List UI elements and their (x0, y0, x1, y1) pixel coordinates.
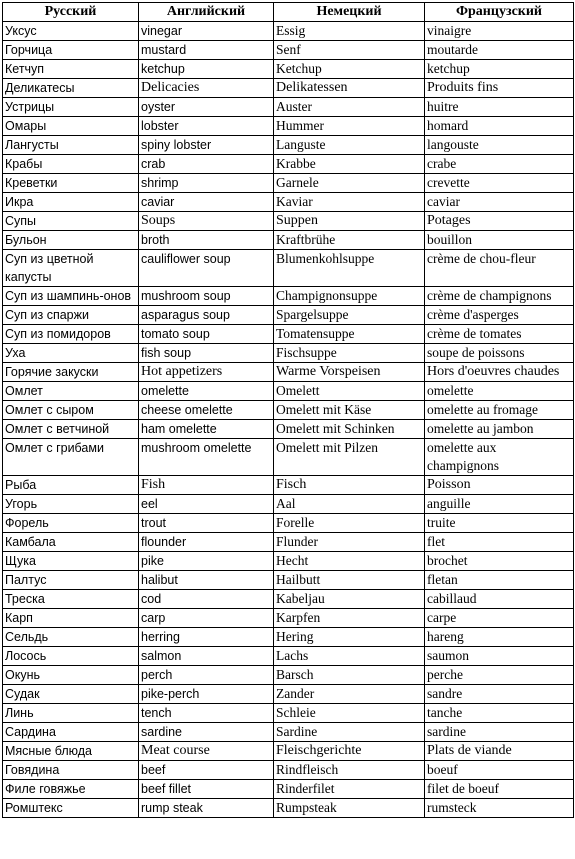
cell-german: Fisch (274, 476, 425, 495)
cell-french: boeuf (425, 761, 574, 780)
cell-english: omelette (139, 382, 274, 401)
cell-russian: Лосось (3, 647, 139, 666)
cell-french: vinaigre (425, 22, 574, 41)
cell-french: crabe (425, 155, 574, 174)
cell-english: mushroom omelette (139, 439, 274, 476)
cell-english: caviar (139, 193, 274, 212)
cell-german: Rindfleisch (274, 761, 425, 780)
table-row (3, 136, 574, 155)
cell-french: perche (425, 666, 574, 685)
cell-german: Omelett mit Käse (274, 401, 425, 420)
cell-german: Schleie (274, 704, 425, 723)
cell-german: Fleischgerichte (274, 742, 425, 761)
cell-german: Ketchup (274, 60, 425, 79)
cell-french: omelette au jambon (425, 420, 574, 439)
cell-french: huitre (425, 98, 574, 117)
cell-french: homard (425, 117, 574, 136)
cell-russian: Омлет с ветчиной (3, 420, 139, 439)
table-row (3, 325, 574, 344)
cell-english: spiny lobster (139, 136, 274, 155)
cell-english: sardine (139, 723, 274, 742)
table-row (3, 761, 574, 780)
table-row (3, 533, 574, 552)
cell-french: langouste (425, 136, 574, 155)
table-row (3, 780, 574, 799)
cell-russian: Уха (3, 344, 139, 363)
cell-russian: Горячие закуски (3, 363, 139, 382)
cell-russian: Линь (3, 704, 139, 723)
cell-french: anguille (425, 495, 574, 514)
cell-french: crème de chou-fleur (425, 250, 574, 287)
table-row (3, 98, 574, 117)
cell-english: tench (139, 704, 274, 723)
cell-english: ketchup (139, 60, 274, 79)
cell-english: pike (139, 552, 274, 571)
cell-french: hareng (425, 628, 574, 647)
cell-russian: Сардина (3, 723, 139, 742)
table-row (3, 306, 574, 325)
cell-german: Zander (274, 685, 425, 704)
cell-russian: Форель (3, 514, 139, 533)
table-row (3, 666, 574, 685)
cell-german: Flunder (274, 533, 425, 552)
cell-french: soupe de poissons (425, 344, 574, 363)
table-row (3, 685, 574, 704)
table-row (3, 647, 574, 666)
cell-english: trout (139, 514, 274, 533)
table-row (3, 401, 574, 420)
cell-german: Tomatensuppe (274, 325, 425, 344)
cell-russian: Окунь (3, 666, 139, 685)
cell-russian: Суп из шампинь-онов (3, 287, 139, 306)
cell-german: Hering (274, 628, 425, 647)
cell-french: moutarde (425, 41, 574, 60)
cell-english: fish soup (139, 344, 274, 363)
cell-german: Champignonsuppe (274, 287, 425, 306)
table-row (3, 22, 574, 41)
cell-russian: Супы (3, 212, 139, 231)
cell-french: crème d'asperges (425, 306, 574, 325)
cell-russian: Треска (3, 590, 139, 609)
cell-french: Potages (425, 212, 574, 231)
cell-english: carp (139, 609, 274, 628)
cell-german: Karpfen (274, 609, 425, 628)
cell-german: Omelett mit Pilzen (274, 439, 425, 476)
cell-russian: Говядина (3, 761, 139, 780)
cell-german: Blumenkohlsuppe (274, 250, 425, 287)
cell-russian: Крабы (3, 155, 139, 174)
table-body (3, 22, 574, 818)
cell-french: bouillon (425, 231, 574, 250)
cell-german: Languste (274, 136, 425, 155)
table-row (3, 628, 574, 647)
cell-english: herring (139, 628, 274, 647)
cell-english: salmon (139, 647, 274, 666)
cell-english: cheese omelette (139, 401, 274, 420)
table-row (3, 193, 574, 212)
header-french: Французский (425, 3, 574, 22)
cell-russian: Филе говяжье (3, 780, 139, 799)
cell-russian: Палтус (3, 571, 139, 590)
cell-russian: Мясные блюда (3, 742, 139, 761)
cell-french: fletan (425, 571, 574, 590)
cell-german: Omelett (274, 382, 425, 401)
cell-french: rumsteck (425, 799, 574, 818)
cell-german: Lachs (274, 647, 425, 666)
table-row (3, 552, 574, 571)
cell-russian: Щука (3, 552, 139, 571)
cell-english: Fish (139, 476, 274, 495)
cell-french: crème de tomates (425, 325, 574, 344)
table-row (3, 41, 574, 60)
table-row (3, 704, 574, 723)
cell-german: Warme Vorspeisen (274, 363, 425, 382)
cell-german: Spargelsuppe (274, 306, 425, 325)
cell-russian: Устрицы (3, 98, 139, 117)
cell-english: rump steak (139, 799, 274, 818)
cell-russian: Омары (3, 117, 139, 136)
cell-german: Fischsuppe (274, 344, 425, 363)
table-row (3, 155, 574, 174)
cell-english: cauliflower soup (139, 250, 274, 287)
cell-german: Sardine (274, 723, 425, 742)
table-row (3, 382, 574, 401)
cell-french: filet de boeuf (425, 780, 574, 799)
cell-russian: Икра (3, 193, 139, 212)
cell-english: mustard (139, 41, 274, 60)
cell-french: Poisson (425, 476, 574, 495)
cell-french: omelette au fromage (425, 401, 574, 420)
cell-french: Hors d'oeuvres chaudes (425, 363, 574, 382)
cell-english: Meat course (139, 742, 274, 761)
cell-french: Produits fins (425, 79, 574, 98)
cell-english: crab (139, 155, 274, 174)
cell-russian: Бульон (3, 231, 139, 250)
table-row (3, 609, 574, 628)
cell-french: ketchup (425, 60, 574, 79)
cell-russian: Кетчуп (3, 60, 139, 79)
cell-french: carpe (425, 609, 574, 628)
header-german: Немецкий (274, 3, 425, 22)
table-row (3, 60, 574, 79)
cell-english: pike-perch (139, 685, 274, 704)
section-row (3, 363, 574, 382)
cell-french: brochet (425, 552, 574, 571)
cell-german: Hummer (274, 117, 425, 136)
cell-russian: Суп из помидоров (3, 325, 139, 344)
cell-english: beef (139, 761, 274, 780)
header-russian: Русский (3, 3, 139, 22)
cell-german: Delikatessen (274, 79, 425, 98)
cell-german: Kraftbrühe (274, 231, 425, 250)
cell-english: vinegar (139, 22, 274, 41)
cell-russian: Рыба (3, 476, 139, 495)
cell-german: Kaviar (274, 193, 425, 212)
cell-french: sandre (425, 685, 574, 704)
cell-french: tanche (425, 704, 574, 723)
cell-english: halibut (139, 571, 274, 590)
cell-german: Essig (274, 22, 425, 41)
cell-german: Garnele (274, 174, 425, 193)
cell-english: Hot appetizers (139, 363, 274, 382)
cell-french: flet (425, 533, 574, 552)
cell-russian: Угорь (3, 495, 139, 514)
cell-french: crème de champignons (425, 287, 574, 306)
cell-german: Aal (274, 495, 425, 514)
section-row (3, 79, 574, 98)
cell-german: Kabeljau (274, 590, 425, 609)
table-row (3, 231, 574, 250)
table-row (3, 495, 574, 514)
cell-english: Delicacies (139, 79, 274, 98)
table-row (3, 514, 574, 533)
cell-russian: Суп из цветной капусты (3, 250, 139, 287)
cell-german: Suppen (274, 212, 425, 231)
cell-english: perch (139, 666, 274, 685)
cell-russian: Ромштекс (3, 799, 139, 818)
cell-english: eel (139, 495, 274, 514)
cell-german: Rinderfilet (274, 780, 425, 799)
cell-french: sardine (425, 723, 574, 742)
cell-english: Soups (139, 212, 274, 231)
table-row (3, 799, 574, 818)
cell-russian: Омлет (3, 382, 139, 401)
cell-english: tomato soup (139, 325, 274, 344)
table-row (3, 723, 574, 742)
table-row (3, 250, 574, 287)
table-row (3, 571, 574, 590)
cell-german: Krabbe (274, 155, 425, 174)
cell-russian: Суп из спаржи (3, 306, 139, 325)
cell-english: cod (139, 590, 274, 609)
cell-russian: Креветки (3, 174, 139, 193)
table-row (3, 420, 574, 439)
cell-german: Auster (274, 98, 425, 117)
cell-english: ham omelette (139, 420, 274, 439)
table-row (3, 590, 574, 609)
cell-german: Rumpsteak (274, 799, 425, 818)
table-row (3, 117, 574, 136)
cell-german: Senf (274, 41, 425, 60)
cell-english: lobster (139, 117, 274, 136)
header-row (3, 3, 574, 22)
cell-french: caviar (425, 193, 574, 212)
cell-russian: Омлет с сыром (3, 401, 139, 420)
cell-russian: Деликатесы (3, 79, 139, 98)
cell-french: truite (425, 514, 574, 533)
cell-english: mushroom soup (139, 287, 274, 306)
cell-russian: Горчица (3, 41, 139, 60)
cell-german: Barsch (274, 666, 425, 685)
cell-russian: Лангусты (3, 136, 139, 155)
cell-english: broth (139, 231, 274, 250)
cell-french: Plats de viande (425, 742, 574, 761)
table-row (3, 287, 574, 306)
cell-russian: Сельдь (3, 628, 139, 647)
cell-english: asparagus soup (139, 306, 274, 325)
cell-russian: Камбала (3, 533, 139, 552)
table-row (3, 439, 574, 476)
vocabulary-table (2, 2, 574, 818)
cell-english: oyster (139, 98, 274, 117)
header-english: Английский (139, 3, 274, 22)
cell-english: flounder (139, 533, 274, 552)
cell-french: crevette (425, 174, 574, 193)
table-row (3, 174, 574, 193)
cell-english: beef fillet (139, 780, 274, 799)
cell-french: omelette (425, 382, 574, 401)
cell-russian: Судак (3, 685, 139, 704)
cell-french: cabillaud (425, 590, 574, 609)
cell-german: Omelett mit Schinken (274, 420, 425, 439)
cell-russian: Уксус (3, 22, 139, 41)
table-row (3, 344, 574, 363)
section-row (3, 476, 574, 495)
cell-german: Hailbutt (274, 571, 425, 590)
cell-english: shrimp (139, 174, 274, 193)
table-header (3, 3, 574, 22)
cell-french: omelette aux champignons (425, 439, 574, 476)
section-row (3, 742, 574, 761)
cell-german: Forelle (274, 514, 425, 533)
cell-russian: Карп (3, 609, 139, 628)
cell-russian: Омлет с грибами (3, 439, 139, 476)
cell-french: saumon (425, 647, 574, 666)
section-row (3, 212, 574, 231)
cell-german: Hecht (274, 552, 425, 571)
